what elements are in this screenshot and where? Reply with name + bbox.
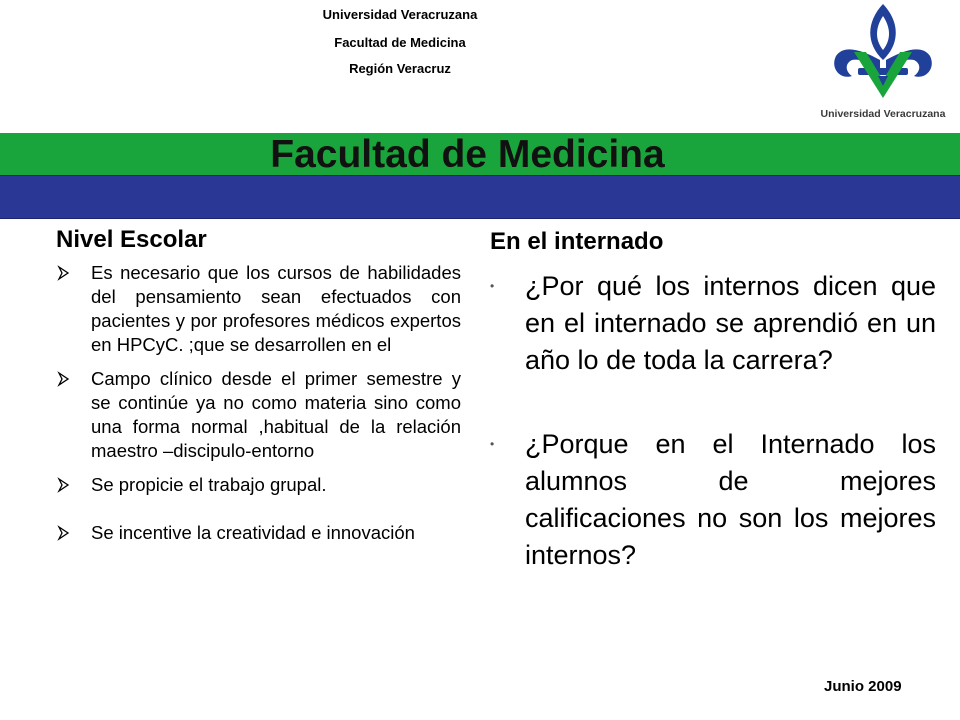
question-item xyxy=(490,426,936,574)
dot-bullet-icon: • xyxy=(490,437,495,451)
list-item-text: Se incentive la creatividad e innovación xyxy=(91,522,415,543)
header-line-3: Región Veracruz xyxy=(349,61,451,76)
list-item-text: Campo clínico desde el primer semestre y se continúe ya no como materia sino como una forma normal ,habitual de la relación maestro –discipulo-entorno xyxy=(91,368,461,461)
right-heading: En el internado xyxy=(490,228,664,255)
arrow-bullet-icon xyxy=(57,473,71,497)
university-logo xyxy=(806,0,960,128)
footer-date: Junio 2009 xyxy=(824,678,902,695)
left-column xyxy=(56,226,461,555)
header-line-1: Universidad Veracruzana xyxy=(322,7,478,22)
left-bullet-list xyxy=(56,261,461,545)
question-item xyxy=(490,268,936,379)
flor-de-lis-v-logo-icon xyxy=(806,0,960,108)
list-item-text: Es necesario que los cursos de habilidades del pensamiento sean efectuados con pacientes y por profesores médicos expertos en HPCyC. ;que se desarrollen en el xyxy=(91,262,461,355)
banner-blue-bar xyxy=(0,175,960,219)
arrow-bullet-icon xyxy=(57,521,71,545)
banner-title: Facultad de Medicina xyxy=(270,133,665,176)
arrow-bullet-icon xyxy=(57,261,71,285)
header-line-2: Facultad de Medicina xyxy=(334,35,466,50)
list-item-text: Se propicie el trabajo grupal. xyxy=(91,474,327,495)
left-heading: Nivel Escolar xyxy=(56,226,207,253)
dot-bullet-icon: • xyxy=(490,279,495,293)
question-text: ¿Porque en el Internado los alumnos de mejores calificaciones no son los mejores internos? xyxy=(525,429,936,570)
list-item xyxy=(56,367,461,463)
right-column xyxy=(490,228,936,574)
list-item xyxy=(56,473,461,497)
arrow-bullet-icon xyxy=(57,367,71,391)
list-item xyxy=(56,261,461,357)
list-item xyxy=(56,521,461,545)
logo-caption: Universidad Veracruzana xyxy=(820,108,946,120)
question-text: ¿Por qué los internos dicen que en el internado se aprendió en un año lo de toda la carrera? xyxy=(525,271,936,375)
